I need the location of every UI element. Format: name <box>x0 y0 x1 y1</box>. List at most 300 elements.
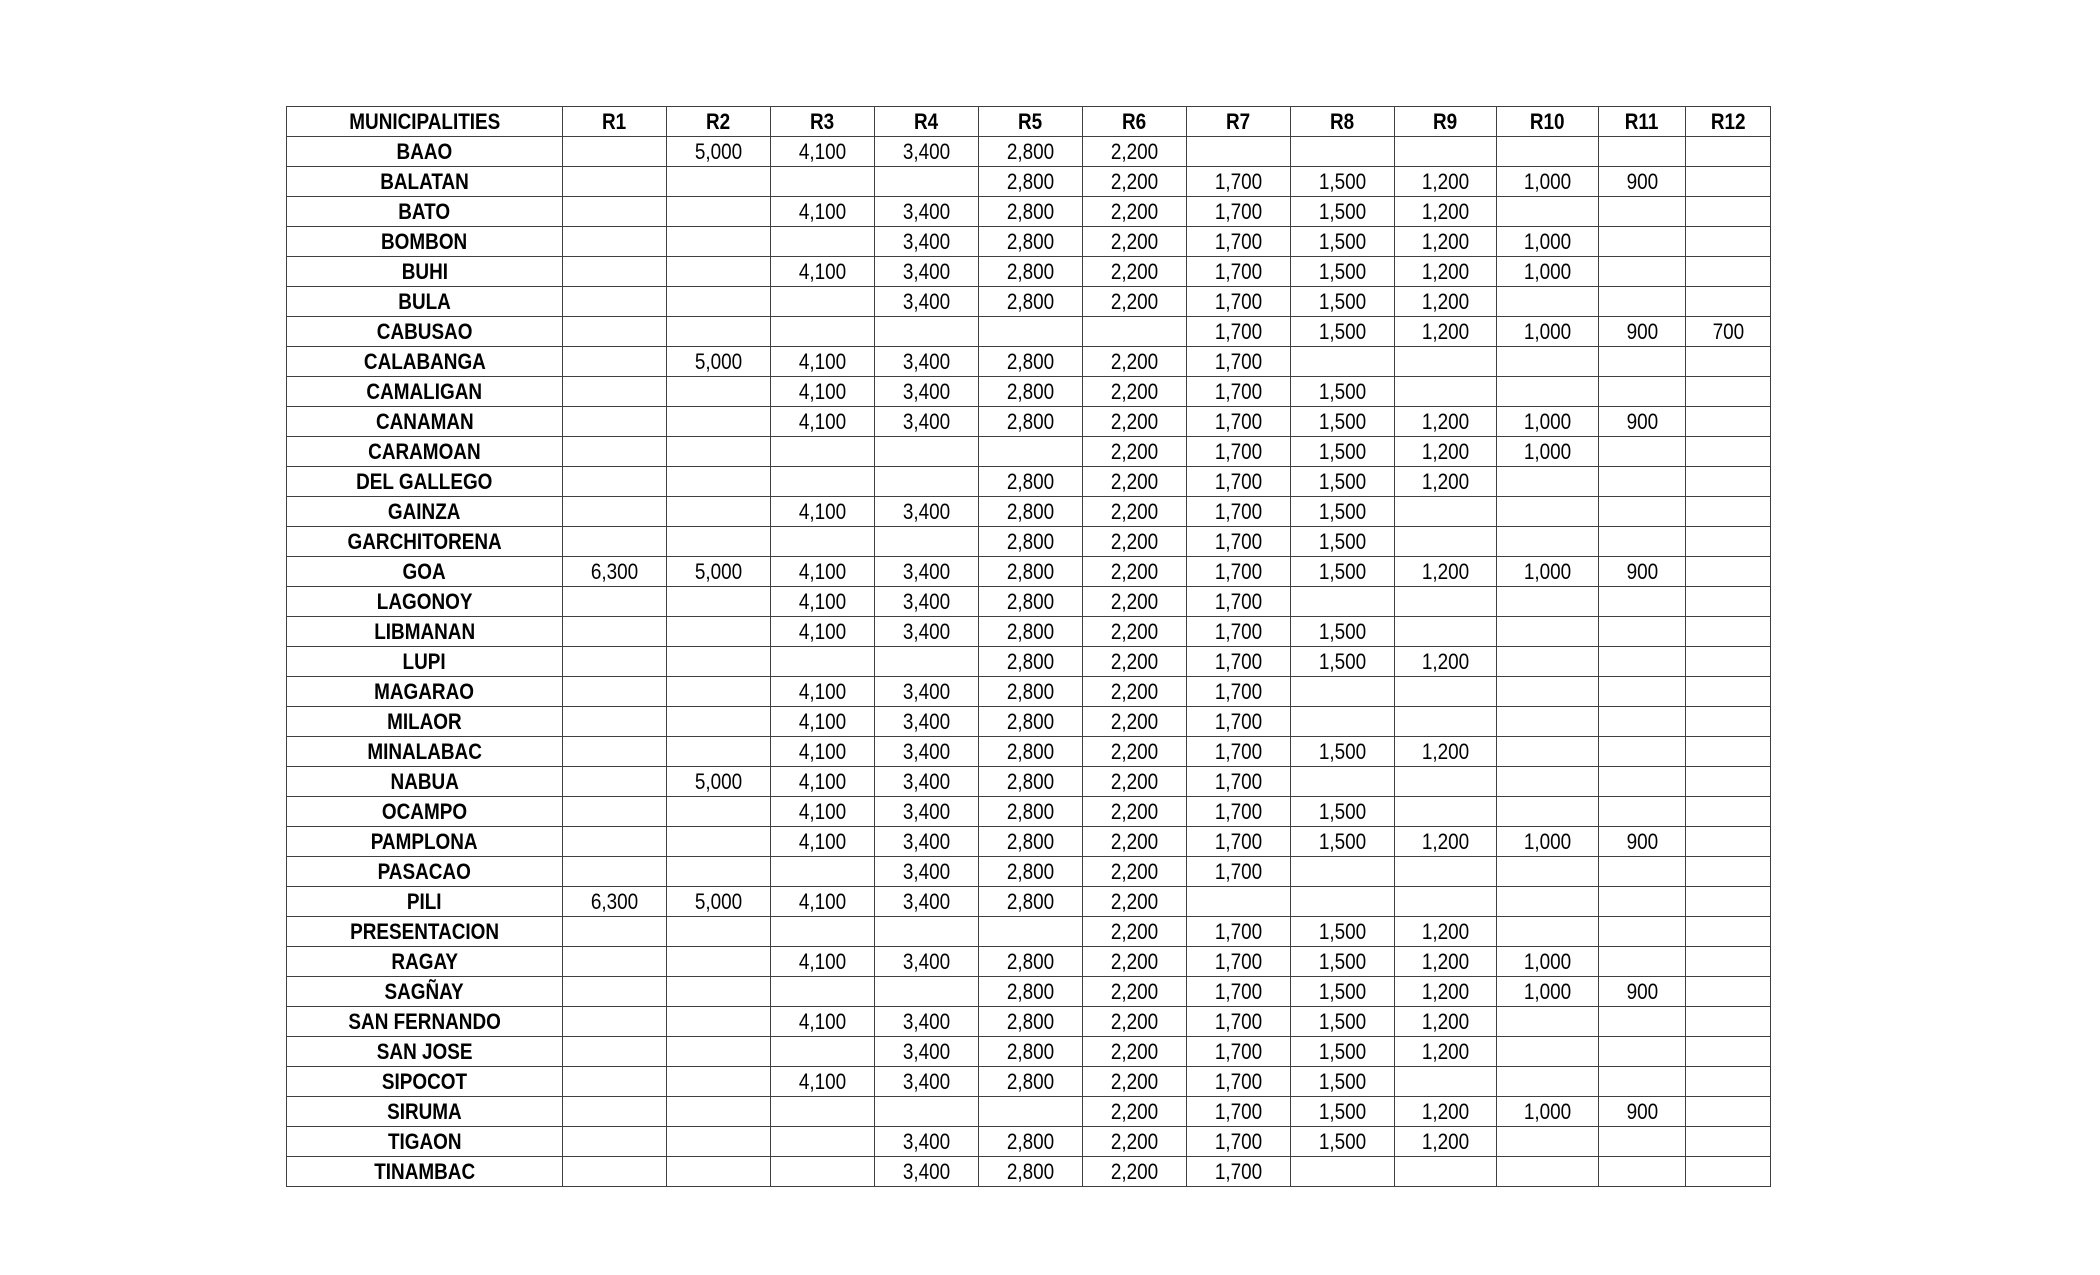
rate-value: 2,800 <box>1006 978 1055 1004</box>
rate-cell <box>1187 167 1291 197</box>
rate-value: 1,700 <box>1214 228 1263 254</box>
rate-value: 2,800 <box>1006 228 1055 254</box>
rate-value: 3,400 <box>902 798 951 824</box>
municipality-rates-table <box>286 106 1771 1187</box>
rate-cell <box>1497 707 1599 737</box>
rate-cell <box>1599 707 1686 737</box>
rate-cell <box>1187 617 1291 647</box>
rate-value: 1,200 <box>1421 438 1470 464</box>
rate-value: 1,000 <box>1523 228 1572 254</box>
rate-cell <box>1083 467 1187 497</box>
rate-cell <box>1083 857 1187 887</box>
rate-cell <box>563 887 667 917</box>
rate-cell <box>1686 1127 1771 1157</box>
rate-value: 1,200 <box>1421 738 1470 764</box>
rate-value: 2,800 <box>1006 1068 1055 1094</box>
rate-value: 1,200 <box>1421 228 1470 254</box>
rate-cell <box>771 797 875 827</box>
rate-cell <box>1686 1037 1771 1067</box>
rate-cell <box>667 377 771 407</box>
rate-value: 1,500 <box>1318 1098 1367 1124</box>
rate-value: 2,200 <box>1110 288 1159 314</box>
rate-cell <box>1395 347 1497 377</box>
rate-cell <box>1187 287 1291 317</box>
rate-cell <box>1686 947 1771 977</box>
rate-cell <box>1291 317 1395 347</box>
rate-value: 5,000 <box>694 348 743 374</box>
rate-cell <box>771 407 875 437</box>
table-row <box>287 1127 1771 1157</box>
rate-value: 3,400 <box>902 1158 951 1184</box>
rate-cell <box>1187 887 1291 917</box>
municipality-name: BUHI <box>401 258 448 284</box>
rate-cell <box>563 497 667 527</box>
rate-cell <box>771 887 875 917</box>
rate-cell <box>1395 707 1497 737</box>
rate-value: 1,700 <box>1214 798 1263 824</box>
rate-cell <box>1497 917 1599 947</box>
rate-value: 1,500 <box>1318 978 1367 1004</box>
rate-cell <box>1187 257 1291 287</box>
rate-value: 2,200 <box>1110 348 1159 374</box>
rate-cell <box>979 1007 1083 1037</box>
rate-value: 1,700 <box>1214 438 1263 464</box>
rate-value: 2,800 <box>1006 408 1055 434</box>
rate-cell <box>1395 557 1497 587</box>
rate-cell <box>1291 1007 1395 1037</box>
rate-cell <box>1686 167 1771 197</box>
rate-cell <box>1187 797 1291 827</box>
rate-value: 1,000 <box>1523 828 1572 854</box>
rate-cell <box>1187 1157 1291 1187</box>
rate-value: 4,100 <box>798 888 847 914</box>
rate-value: 1,000 <box>1523 318 1572 344</box>
rate-cell <box>979 947 1083 977</box>
rate-cell <box>1599 1067 1686 1097</box>
rate-cell <box>1497 887 1599 917</box>
rate-cell <box>563 587 667 617</box>
rate-cell <box>1395 977 1497 1007</box>
rate-value: 4,100 <box>798 828 847 854</box>
rate-value: 1,200 <box>1421 828 1470 854</box>
rate-value: 1,700 <box>1214 618 1263 644</box>
table-row <box>287 557 1771 587</box>
rate-value: 4,100 <box>798 948 847 974</box>
rate-cell <box>1395 767 1497 797</box>
rate-value: 2,200 <box>1110 408 1159 434</box>
rate-cell <box>771 1007 875 1037</box>
rate-cell <box>1187 677 1291 707</box>
rate-value: 1,200 <box>1421 468 1470 494</box>
municipality-name-cell <box>287 347 563 377</box>
rate-cell <box>1291 917 1395 947</box>
rate-value: 5,000 <box>694 138 743 164</box>
rate-value: 4,100 <box>798 498 847 524</box>
rate-cell <box>1187 1127 1291 1157</box>
rate-cell <box>875 467 979 497</box>
rate-value: 1,700 <box>1214 498 1263 524</box>
rate-cell <box>979 407 1083 437</box>
rate-cell <box>1187 227 1291 257</box>
rate-cell <box>1395 917 1497 947</box>
rate-cell <box>563 857 667 887</box>
rate-cell <box>1291 437 1395 467</box>
table-row <box>287 737 1771 767</box>
rate-cell <box>667 1067 771 1097</box>
column-header-label: R9 <box>1433 108 1458 134</box>
rate-cell <box>979 227 1083 257</box>
rate-cell <box>1083 347 1187 377</box>
rate-cell <box>1686 1097 1771 1127</box>
rate-value: 1,000 <box>1523 258 1572 284</box>
rate-cell <box>1083 677 1187 707</box>
rate-cell <box>1599 197 1686 227</box>
rate-cell <box>1291 1067 1395 1097</box>
municipality-name-cell <box>287 527 563 557</box>
rate-cell <box>1395 857 1497 887</box>
rate-cell <box>667 167 771 197</box>
rate-cell <box>563 707 667 737</box>
column-header-label: R3 <box>810 108 835 134</box>
rate-cell <box>1187 647 1291 677</box>
rate-cell <box>771 557 875 587</box>
rate-cell <box>875 767 979 797</box>
rate-value: 4,100 <box>798 348 847 374</box>
rate-value: 2,800 <box>1006 528 1055 554</box>
rate-value: 3,400 <box>902 948 951 974</box>
rate-cell <box>1083 1067 1187 1097</box>
rate-cell <box>1686 617 1771 647</box>
rate-cell <box>1686 317 1771 347</box>
rate-value: 4,100 <box>798 588 847 614</box>
rate-cell <box>1187 497 1291 527</box>
table-row <box>287 317 1771 347</box>
rate-cell <box>771 1097 875 1127</box>
rate-cell <box>1187 707 1291 737</box>
rate-cell <box>667 497 771 527</box>
rate-cell <box>1395 737 1497 767</box>
rate-value: 1,500 <box>1318 1128 1367 1154</box>
rate-value: 3,400 <box>902 888 951 914</box>
rate-cell <box>979 527 1083 557</box>
rate-cell <box>875 407 979 437</box>
rate-cell <box>1599 437 1686 467</box>
rate-cell <box>771 917 875 947</box>
rate-cell <box>1686 1067 1771 1097</box>
rate-value: 2,800 <box>1006 888 1055 914</box>
rate-cell <box>1291 137 1395 167</box>
rate-cell <box>563 227 667 257</box>
rate-cell <box>979 497 1083 527</box>
rate-cell <box>1599 287 1686 317</box>
rate-cell <box>1497 647 1599 677</box>
rate-cell <box>979 737 1083 767</box>
municipality-name-cell <box>287 1037 563 1067</box>
rate-cell <box>1497 557 1599 587</box>
rate-cell <box>667 437 771 467</box>
rate-cell <box>563 1037 667 1067</box>
rate-cell <box>979 767 1083 797</box>
rate-value: 4,100 <box>798 258 847 284</box>
municipality-name: BOMBON <box>381 228 468 254</box>
rate-value: 1,700 <box>1214 1008 1263 1034</box>
rate-cell <box>1187 587 1291 617</box>
rate-value: 2,200 <box>1110 708 1159 734</box>
rate-value: 4,100 <box>798 198 847 224</box>
municipality-name-cell <box>287 797 563 827</box>
rate-cell <box>1497 347 1599 377</box>
rate-value: 4,100 <box>798 558 847 584</box>
rate-cell <box>979 287 1083 317</box>
column-header-label: R8 <box>1330 108 1355 134</box>
table-row <box>287 1157 1771 1187</box>
table-row <box>287 1037 1771 1067</box>
column-header-r2 <box>667 107 771 137</box>
rate-cell <box>667 767 771 797</box>
rate-cell <box>1686 467 1771 497</box>
municipality-name: PRESENTACION <box>350 918 499 944</box>
rate-value: 3,400 <box>902 768 951 794</box>
rate-cell <box>1187 467 1291 497</box>
rate-cell <box>1083 827 1187 857</box>
rate-value: 3,400 <box>902 558 951 584</box>
rate-value: 1,200 <box>1421 408 1470 434</box>
rate-value: 2,800 <box>1006 858 1055 884</box>
rate-value: 1,500 <box>1318 258 1367 284</box>
rate-cell <box>1395 1157 1497 1187</box>
rate-value: 1,200 <box>1421 918 1470 944</box>
rate-cell <box>979 347 1083 377</box>
rate-value: 4,100 <box>798 678 847 704</box>
rate-cell <box>667 137 771 167</box>
rate-cell <box>979 317 1083 347</box>
rate-cell <box>1686 437 1771 467</box>
rate-value: 2,800 <box>1006 618 1055 644</box>
column-header-label: R4 <box>914 108 939 134</box>
rate-value: 900 <box>1626 558 1658 584</box>
rate-cell <box>1497 1097 1599 1127</box>
rate-cell <box>1395 1127 1497 1157</box>
municipality-name: BAAO <box>396 138 453 164</box>
rate-value: 2,800 <box>1006 648 1055 674</box>
rate-value: 1,500 <box>1318 558 1367 584</box>
rate-value: 2,200 <box>1110 948 1159 974</box>
rate-value: 1,700 <box>1214 258 1263 284</box>
rate-value: 1,700 <box>1214 918 1263 944</box>
rate-cell <box>1395 497 1497 527</box>
rate-value: 2,800 <box>1006 678 1055 704</box>
rate-cell <box>1497 377 1599 407</box>
rate-value: 3,400 <box>902 348 951 374</box>
rate-value: 1,200 <box>1421 288 1470 314</box>
rate-cell <box>979 707 1083 737</box>
rate-cell <box>1599 497 1686 527</box>
rate-cell <box>875 527 979 557</box>
rate-cell <box>1187 1007 1291 1037</box>
municipality-name: CARAMOAN <box>368 438 481 464</box>
municipality-name: PAMPLONA <box>371 828 478 854</box>
rate-cell <box>667 407 771 437</box>
table-row <box>287 917 1771 947</box>
rate-value: 2,200 <box>1110 888 1159 914</box>
municipality-name-cell <box>287 1157 563 1187</box>
rate-value: 3,400 <box>902 258 951 284</box>
municipality-name-cell <box>287 1067 563 1097</box>
municipality-name: PASACAO <box>377 858 472 884</box>
rate-cell <box>771 137 875 167</box>
municipality-name-cell <box>287 677 563 707</box>
rate-cell <box>1083 137 1187 167</box>
rate-cell <box>1599 467 1686 497</box>
municipality-name-cell <box>287 407 563 437</box>
table-row <box>287 407 1771 437</box>
column-header-municipalities <box>287 107 563 137</box>
table-row <box>287 467 1771 497</box>
rate-cell <box>667 827 771 857</box>
rate-cell <box>979 977 1083 1007</box>
rate-cell <box>667 257 771 287</box>
rate-value: 2,800 <box>1006 348 1055 374</box>
rate-cell <box>1599 557 1686 587</box>
rate-value: 1,000 <box>1523 558 1572 584</box>
rate-cell <box>1187 767 1291 797</box>
rate-cell <box>875 857 979 887</box>
rate-cell <box>1187 857 1291 887</box>
rate-cell <box>667 467 771 497</box>
rate-cell <box>1083 767 1187 797</box>
rate-cell <box>1497 677 1599 707</box>
rate-cell <box>563 647 667 677</box>
rate-value: 1,700 <box>1214 738 1263 764</box>
rate-cell <box>1395 317 1497 347</box>
rate-cell <box>1686 197 1771 227</box>
rate-value: 1,700 <box>1214 558 1263 584</box>
rate-value: 1,700 <box>1214 828 1263 854</box>
column-header-label: R6 <box>1122 108 1147 134</box>
rate-value: 1,200 <box>1421 978 1470 1004</box>
municipality-name: TINAMBAC <box>374 1158 475 1184</box>
rate-cell <box>1497 317 1599 347</box>
rate-cell <box>1599 1007 1686 1037</box>
rate-cell <box>1395 167 1497 197</box>
rate-value: 1,500 <box>1318 438 1367 464</box>
rate-value: 4,100 <box>798 408 847 434</box>
rate-cell <box>563 737 667 767</box>
table-row <box>287 497 1771 527</box>
rate-cell <box>771 197 875 227</box>
municipality-name-cell <box>287 197 563 227</box>
rate-cell <box>875 677 979 707</box>
rate-cell <box>771 857 875 887</box>
rate-cell <box>1686 257 1771 287</box>
rate-cell <box>1291 257 1395 287</box>
rate-cell <box>1291 557 1395 587</box>
rate-value: 2,200 <box>1110 468 1159 494</box>
rate-cell <box>667 647 771 677</box>
rate-value: 1,000 <box>1523 948 1572 974</box>
rate-cell <box>563 467 667 497</box>
rate-value: 1,500 <box>1318 738 1367 764</box>
municipality-name-cell <box>287 497 563 527</box>
rate-value: 4,100 <box>798 798 847 824</box>
rate-value: 1,700 <box>1214 1098 1263 1124</box>
rate-cell <box>1497 1067 1599 1097</box>
rate-value: 1,200 <box>1421 318 1470 344</box>
rate-value: 1,700 <box>1214 978 1263 1004</box>
rate-cell <box>1599 767 1686 797</box>
rate-cell <box>979 377 1083 407</box>
rate-cell <box>875 287 979 317</box>
rate-value: 4,100 <box>798 738 847 764</box>
rate-cell <box>1497 947 1599 977</box>
column-header-r7 <box>1187 107 1291 137</box>
rate-value: 3,400 <box>902 1068 951 1094</box>
rate-value: 1,700 <box>1214 288 1263 314</box>
rate-cell <box>875 1067 979 1097</box>
table-row <box>287 377 1771 407</box>
rate-cell <box>563 1127 667 1157</box>
rate-cell <box>1187 407 1291 437</box>
rate-cell <box>1497 137 1599 167</box>
rate-cell <box>1395 1067 1497 1097</box>
municipality-name-cell <box>287 707 563 737</box>
municipality-name-cell <box>287 827 563 857</box>
rate-cell <box>771 647 875 677</box>
rate-value: 2,200 <box>1110 678 1159 704</box>
rate-value: 1,200 <box>1421 648 1470 674</box>
rate-cell <box>1686 707 1771 737</box>
rate-value: 1,200 <box>1421 1128 1470 1154</box>
rate-value: 2,200 <box>1110 198 1159 224</box>
rate-value: 2,200 <box>1110 228 1159 254</box>
rate-cell <box>1599 857 1686 887</box>
rate-cell <box>875 1097 979 1127</box>
rate-cell <box>1291 707 1395 737</box>
rate-cell <box>1599 737 1686 767</box>
rate-value: 2,200 <box>1110 558 1159 584</box>
rate-cell <box>1291 647 1395 677</box>
rate-value: 2,800 <box>1006 288 1055 314</box>
column-header-r5 <box>979 107 1083 137</box>
rate-value: 2,800 <box>1006 558 1055 584</box>
rate-cell <box>1083 437 1187 467</box>
rate-cell <box>1083 377 1187 407</box>
rate-cell <box>1395 1007 1497 1037</box>
rate-cell <box>771 737 875 767</box>
rate-cell <box>1599 317 1686 347</box>
rate-value: 1,700 <box>1214 198 1263 224</box>
rate-value: 1,000 <box>1523 408 1572 434</box>
rate-cell <box>771 227 875 257</box>
rate-value: 2,800 <box>1006 1008 1055 1034</box>
rate-cell <box>875 1037 979 1067</box>
rate-cell <box>1599 947 1686 977</box>
rate-cell <box>1497 1127 1599 1157</box>
rate-value: 1,700 <box>1214 468 1263 494</box>
rate-cell <box>1686 527 1771 557</box>
rate-cell <box>667 1097 771 1127</box>
rate-value: 3,400 <box>902 1128 951 1154</box>
municipality-name-cell <box>287 467 563 497</box>
rate-cell <box>667 857 771 887</box>
rate-value: 1,500 <box>1318 378 1367 404</box>
rate-value: 3,400 <box>902 1038 951 1064</box>
rate-cell <box>667 1007 771 1037</box>
rate-value: 2,200 <box>1110 828 1159 854</box>
rate-cell <box>563 287 667 317</box>
rate-value: 2,200 <box>1110 1068 1159 1094</box>
rate-cell <box>667 347 771 377</box>
